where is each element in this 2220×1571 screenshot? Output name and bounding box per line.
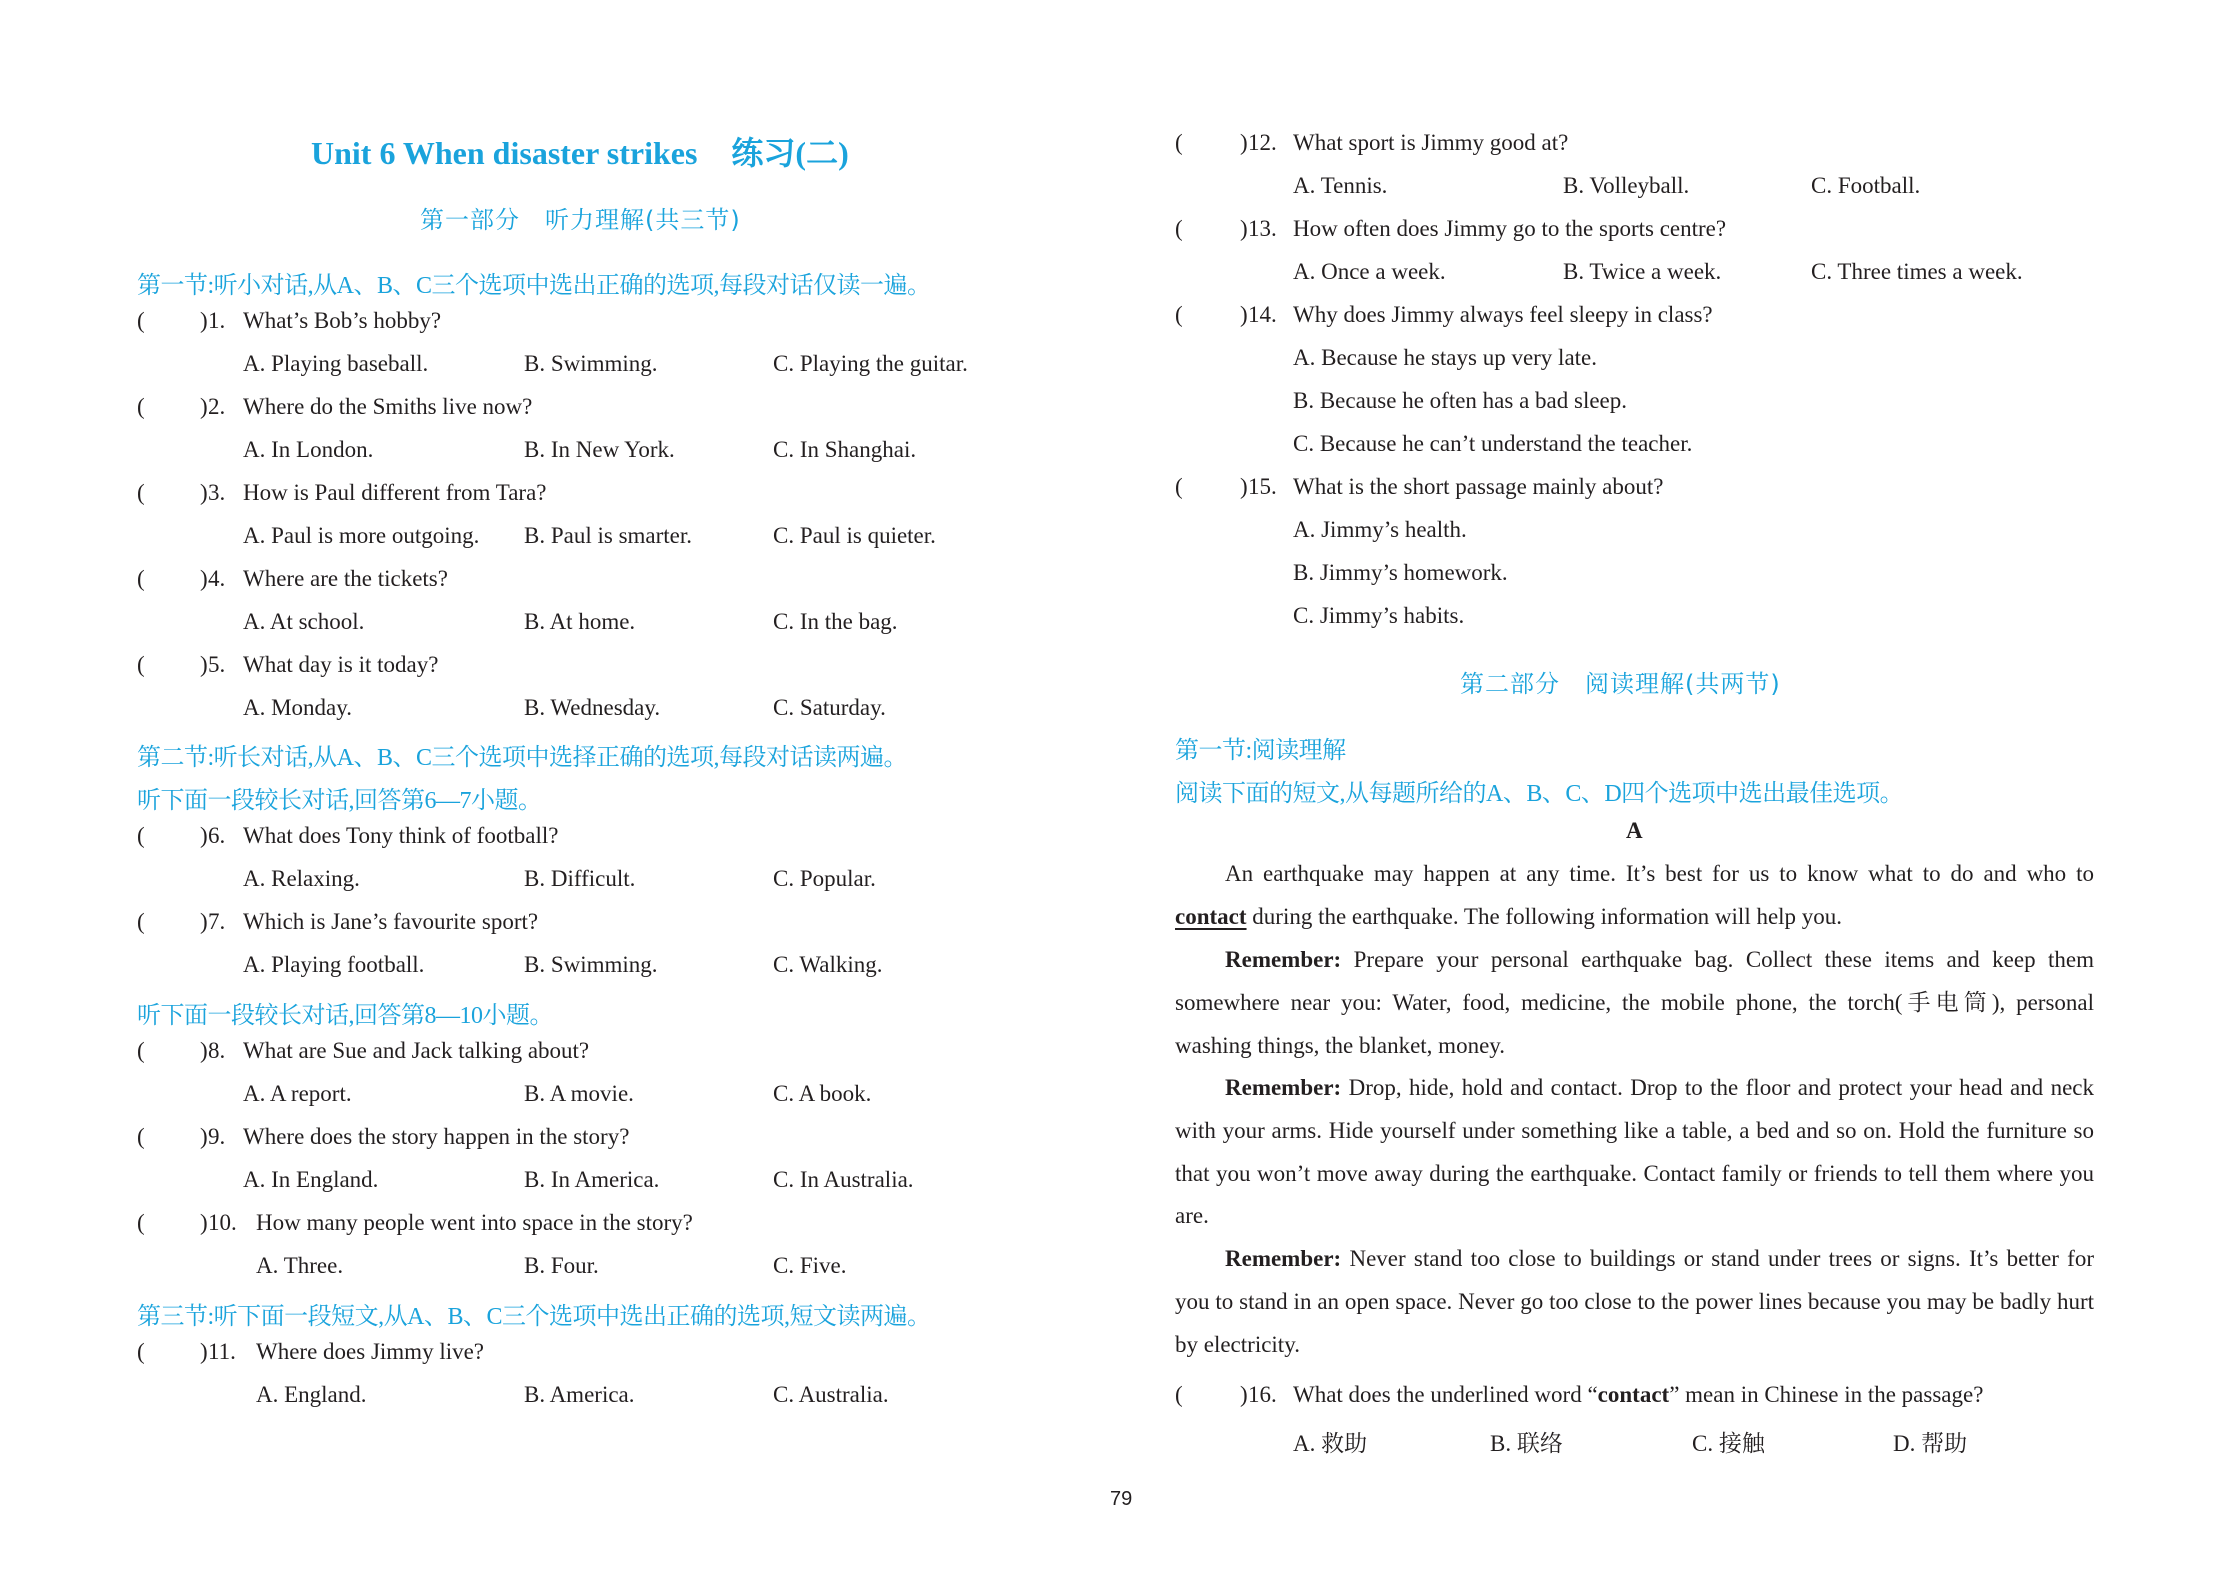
answer-blank-open[interactable]: ( [1175, 474, 1183, 499]
answer-option[interactable]: B. Paul is smarter. [524, 523, 693, 548]
answer-option[interactable]: A. A report. [243, 1081, 352, 1106]
answer-blank-open[interactable]: ( [1175, 130, 1183, 155]
part1-heading: 第一部分 听力理解(共三节) [420, 206, 741, 234]
answer-option[interactable]: A. Paul is more outgoing. [243, 523, 480, 548]
answer-blank-close[interactable]: ) [200, 480, 208, 505]
question-number: 8. [208, 1038, 226, 1063]
answer-blank-open[interactable]: ( [137, 566, 145, 591]
answer-blank-open[interactable]: ( [1175, 1382, 1183, 1407]
answer-option[interactable]: B. Swimming. [524, 952, 658, 977]
answer-option[interactable]: C. 接触 [1692, 1431, 1765, 1456]
question-text: Where do the Smiths live now? [243, 394, 533, 419]
question-text: How many people went into space in the story? [256, 1210, 693, 1235]
answer-blank-open[interactable]: ( [1175, 216, 1183, 241]
dialog-8-10-instruction: 听下面一段较长对话,回答第8—10小题。 [137, 1003, 553, 1029]
answer-option[interactable]: A. Jimmy’s health. [1293, 517, 1467, 542]
answer-option[interactable]: C. A book. [773, 1081, 872, 1106]
answer-blank-close[interactable]: ) [200, 909, 208, 934]
answer-blank-open[interactable]: ( [137, 1210, 145, 1235]
answer-blank-open[interactable]: ( [137, 394, 145, 419]
answer-blank-open[interactable]: ( [137, 480, 145, 505]
question-text: How is Paul different from Tara? [243, 480, 547, 505]
title-english: Unit 6 When disaster strikes [311, 135, 698, 171]
answer-option[interactable]: C. Five. [773, 1253, 847, 1278]
question-number: 16. [1248, 1382, 1277, 1407]
answer-option[interactable]: C. In the bag. [773, 609, 898, 634]
passage-paragraph-4: Remember: Never stand too close to buildings or stand under trees or signs. It’s better for you to stand in an open space. Never go too close to the power lines because you may be badly hurt by electricity. [1175, 1246, 2094, 1357]
question-number: 3. [208, 480, 226, 505]
answer-option[interactable]: B. In America. [524, 1167, 660, 1192]
answer-blank-close[interactable]: ) [200, 652, 208, 677]
question-text: What’s Bob’s hobby? [243, 308, 442, 333]
question-text: What does Tony think of football? [243, 823, 559, 848]
answer-option[interactable]: B. Four. [524, 1253, 599, 1278]
answer-option[interactable]: C. Jimmy’s habits. [1293, 603, 1465, 628]
question-text: What sport is Jimmy good at? [1293, 130, 1569, 155]
answer-option[interactable]: C. Paul is quieter. [773, 523, 936, 548]
answer-option[interactable]: A. Relaxing. [243, 866, 360, 891]
answer-option[interactable]: B. Volleyball. [1563, 173, 1690, 198]
question-number: 2. [208, 394, 226, 419]
question-number: 12. [1248, 130, 1277, 155]
answer-option[interactable]: A. England. [256, 1382, 367, 1407]
answer-option[interactable]: A. Three. [256, 1253, 344, 1278]
question-number: 14. [1248, 302, 1277, 327]
answer-blank-close[interactable]: ) [200, 1124, 208, 1149]
answer-option[interactable]: A. Playing baseball. [243, 351, 429, 376]
answer-option[interactable]: B. 联络 [1490, 1431, 1563, 1456]
part2-heading: 第二部分 阅读理解(共两节) [1460, 670, 1781, 698]
question-text: How often does Jimmy go to the sports centre? [1293, 216, 1727, 241]
question-text: Which is Jane’s favourite sport? [243, 909, 539, 934]
answer-blank-open[interactable]: ( [137, 1339, 145, 1364]
answer-option[interactable]: B. At home. [524, 609, 636, 634]
answer-blank-open[interactable]: ( [137, 1038, 145, 1063]
question-text: What day is it today? [243, 652, 439, 677]
question-number: 1. [208, 308, 226, 333]
page-title [311, 128, 849, 174]
question-text: Where does Jimmy live? [256, 1339, 485, 1364]
answer-option[interactable]: B. Jimmy’s homework. [1293, 560, 1508, 585]
underlined-word-contact: contact [1175, 903, 1247, 929]
answer-blank-open[interactable]: ( [137, 652, 145, 677]
question-number: 5. [208, 652, 226, 677]
answer-blank-close[interactable]: ) [200, 308, 208, 333]
answer-option[interactable]: C. Because he can’t understand the teacher. [1293, 431, 1693, 456]
answer-option[interactable]: A. In London. [243, 437, 374, 462]
question-text: Why does Jimmy always feel sleepy in class? [1293, 302, 1713, 327]
answer-option[interactable]: B. America. [524, 1382, 635, 1407]
answer-blank-close[interactable]: ) [1240, 1382, 1248, 1407]
passage-paragraph-1: An earthquake may happen at any time. It’s best for us to know what to do and who to contact during the earthquake. The following information will help you. [1175, 861, 2094, 929]
answer-option[interactable]: A. Playing football. [243, 952, 425, 977]
answer-option[interactable]: C. Australia. [773, 1382, 889, 1407]
section1-instruction: 第一节:听小对话,从A、B、C三个选项中选出正确的选项,每段对话仅读一遍。 [137, 273, 931, 299]
answer-option[interactable]: B. Because he often has a bad sleep. [1293, 388, 1628, 413]
answer-option[interactable]: A. Because he stays up very late. [1293, 345, 1598, 370]
question-text-after: ” mean in Chinese in the passage? [1669, 1382, 1984, 1407]
question-number: 4. [208, 566, 226, 591]
answer-blank-close[interactable]: ) [200, 823, 208, 848]
question-number: 7. [208, 909, 226, 934]
answer-blank-close[interactable]: ) [1240, 302, 1248, 327]
answer-blank-close[interactable]: ) [200, 1038, 208, 1063]
answer-blank-open[interactable]: ( [1175, 302, 1183, 327]
answer-blank-close[interactable]: ) [200, 566, 208, 591]
answer-option[interactable]: C. Popular. [773, 866, 876, 891]
answer-option[interactable]: C. Saturday. [773, 695, 886, 720]
reading-instruction: 阅读下面的短文,从每题所给的A、B、C、D四个选项中选出最佳选项。 [1175, 781, 1904, 807]
answer-option[interactable]: A. Once a week. [1293, 259, 1446, 284]
question-text: What are Sue and Jack talking about? [243, 1038, 590, 1063]
question-number: 9. [208, 1124, 226, 1149]
answer-option[interactable]: A. Monday. [243, 695, 353, 720]
answer-option[interactable]: B. A movie. [524, 1081, 634, 1106]
answer-option[interactable]: A. 救助 [1293, 1431, 1368, 1456]
answer-option[interactable]: A. At school. [243, 609, 365, 634]
question-text [1293, 1382, 1983, 1408]
answer-blank-close[interactable]: ) [200, 394, 208, 419]
question-text: What is the short passage mainly about? [1293, 474, 1664, 499]
answer-blank-close[interactable]: ) [200, 1339, 208, 1364]
answer-blank-open[interactable]: ( [137, 1124, 145, 1149]
answer-blank-open[interactable]: ( [137, 823, 145, 848]
question-number: 6. [208, 823, 226, 848]
answer-option[interactable]: B. Difficult. [524, 866, 636, 891]
answer-option[interactable]: B. Swimming. [524, 351, 658, 376]
question-number: 13. [1248, 216, 1277, 241]
dialog-6-7-instruction: 听下面一段较长对话,回答第6—7小题。 [137, 788, 542, 814]
title-chinese: 练习(二) [731, 135, 849, 171]
reading-section1-title: 第一节:阅读理解 [1175, 738, 1346, 764]
answer-blank-close[interactable]: ) [200, 1210, 208, 1235]
answer-option[interactable]: B. In New York. [524, 437, 675, 462]
section3-instruction: 第三节:听下面一段短文,从A、B、C三个选项中选出正确的选项,短文读两遍。 [137, 1304, 931, 1330]
answer-option[interactable]: B. Wednesday. [524, 695, 661, 720]
answer-option[interactable]: C. Football. [1811, 173, 1921, 198]
answer-option[interactable]: A. Tennis. [1293, 173, 1388, 198]
answer-blank-close[interactable]: ) [1240, 216, 1248, 241]
answer-option[interactable]: A. In England. [243, 1167, 379, 1192]
answer-option[interactable]: C. Playing the guitar. [773, 351, 968, 376]
passage-paragraph-3: Remember: Drop, hide, hold and contact. Drop to the floor and protect your head and neck with your arms. Hide yourself under something like a table, a bed and so on. Hold the furniture so that you won’t move away during the earthquake. Contact family or friends to tell them where you are. [1175, 1075, 2094, 1229]
answer-option[interactable]: C. Three times a week. [1811, 259, 2023, 284]
answer-blank-close[interactable]: ) [1240, 130, 1248, 155]
answer-option[interactable]: C. In Shanghai. [773, 437, 917, 462]
passage-label: A [1626, 818, 1643, 843]
section2-instruction: 第二节:听长对话,从A、B、C三个选项中选择正确的选项,每段对话读两遍。 [137, 745, 908, 771]
question-text-before: What does the underlined word “ [1293, 1382, 1598, 1407]
page-number: 79 [1110, 1488, 1133, 1510]
question-number: 15. [1248, 474, 1277, 499]
question-text-bold: contact [1597, 1382, 1670, 1407]
question-number: 11. [208, 1339, 236, 1364]
answer-blank-open[interactable]: ( [137, 909, 145, 934]
answer-blank-close[interactable]: ) [1240, 474, 1248, 499]
question-text: Where are the tickets? [243, 566, 448, 591]
answer-blank-open[interactable]: ( [137, 308, 145, 333]
answer-option[interactable]: C. In Australia. [773, 1167, 914, 1192]
passage-paragraph-2: Remember: Prepare your personal earthquake bag. Collect these items and keep them somewhere near you: Water, food, medicine, the mobile phone, the torch(手电筒), personal washing things, the blanket, money. [1175, 947, 2094, 1058]
answer-option[interactable]: D. 帮助 [1893, 1431, 1968, 1456]
answer-option[interactable]: C. Walking. [773, 952, 883, 977]
answer-option[interactable]: B. Twice a week. [1563, 259, 1722, 284]
question-number: 10. [208, 1210, 237, 1235]
question-text: Where does the story happen in the story? [243, 1124, 630, 1149]
